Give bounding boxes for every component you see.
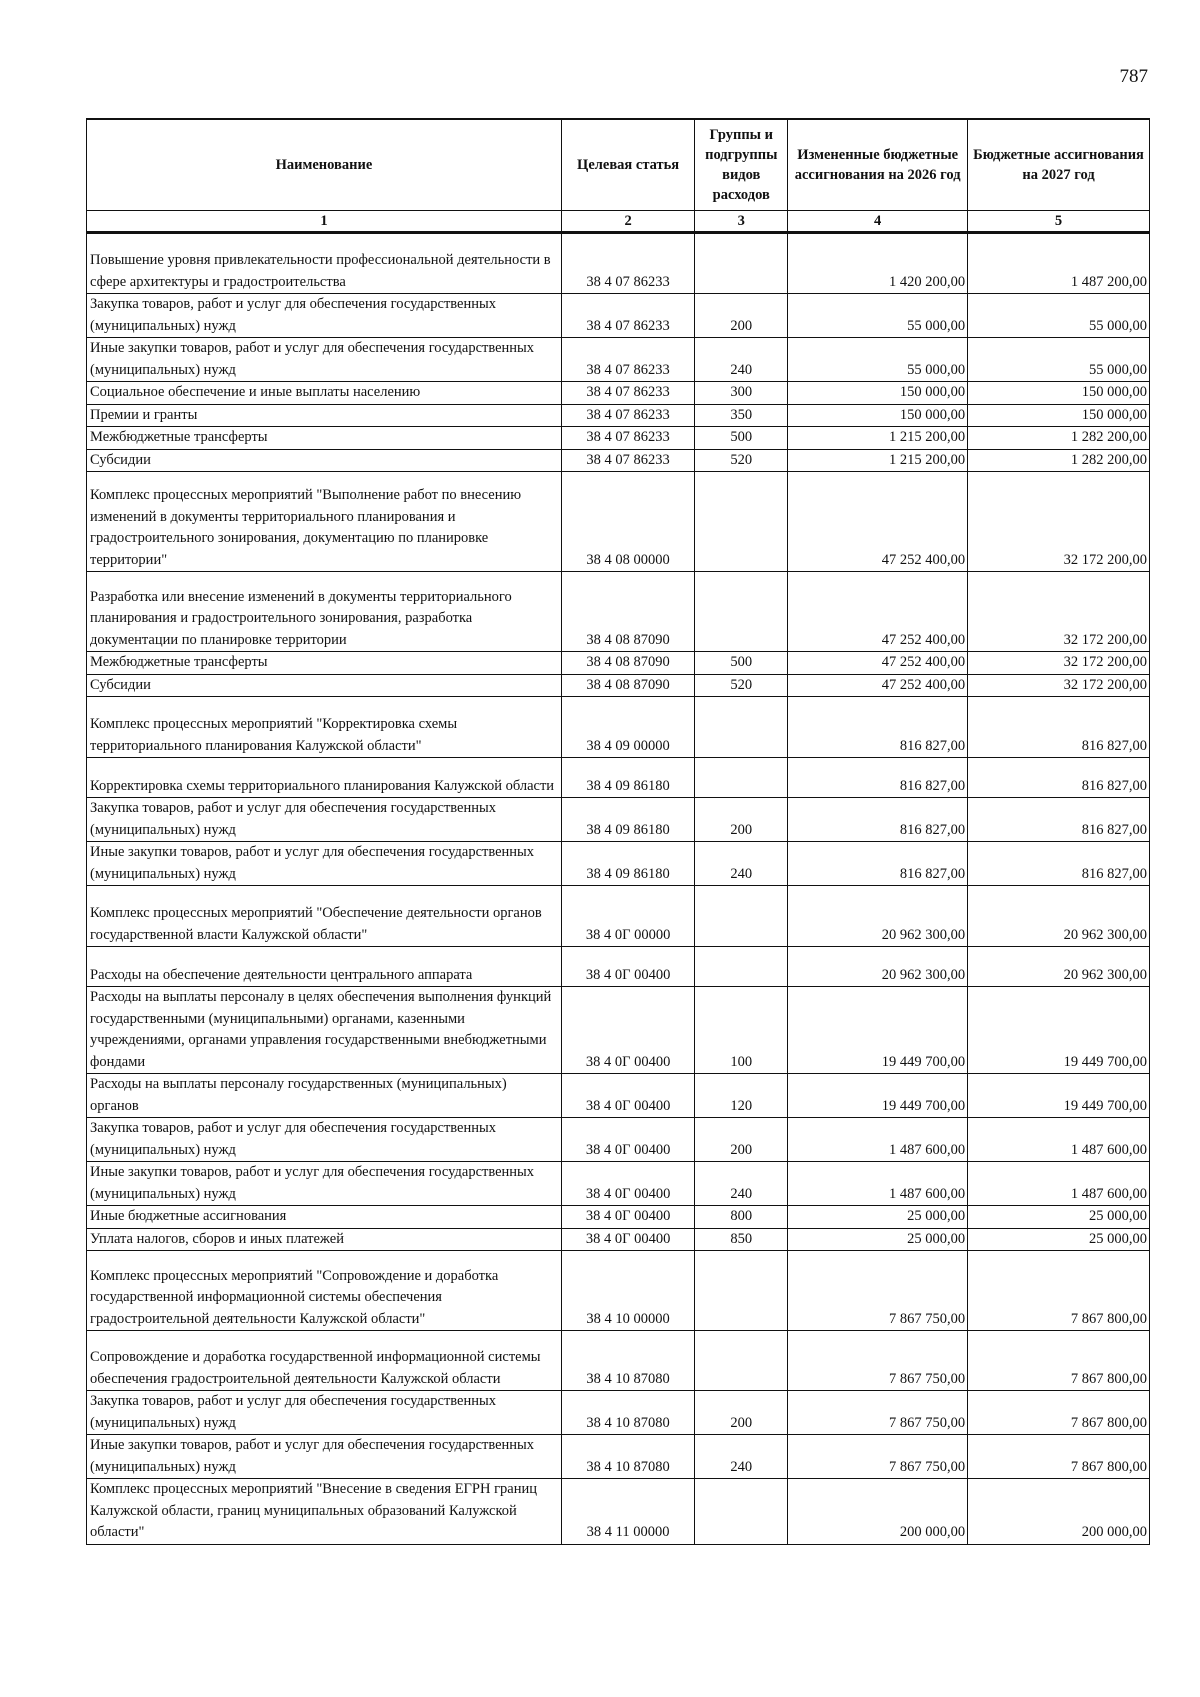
row-name-cell: Закупка товаров, работ и услуг для обеспечения государственных (муниципальных) нужд bbox=[87, 1118, 562, 1162]
row-2027-cell: 19 449 700,00 bbox=[968, 1074, 1150, 1118]
row-code-cell: 38 4 10 87080 bbox=[561, 1435, 694, 1479]
row-2027-cell: 150 000,00 bbox=[968, 382, 1150, 405]
row-name-cell: Иные закупки товаров, работ и услуг для обеспечения государственных (муниципальных) нужд bbox=[87, 1162, 562, 1206]
row-name-cell: Комплекс процессных мероприятий "Выполнение работ по внесению изменений в документы территориального планирования и градостроительного зонирования, документацию по планировке территории" bbox=[87, 472, 562, 572]
table-row bbox=[87, 338, 1150, 382]
table-row bbox=[87, 758, 1150, 798]
table-row bbox=[87, 1162, 1150, 1206]
row-code-cell: 38 4 07 86233 bbox=[561, 233, 694, 294]
row-group-cell bbox=[695, 572, 788, 652]
row-code-cell: 38 4 11 00000 bbox=[561, 1479, 694, 1545]
column-number: 1 bbox=[87, 211, 562, 233]
row-2027-cell: 816 827,00 bbox=[968, 758, 1150, 798]
row-group-cell bbox=[695, 947, 788, 987]
row-2027-cell: 20 962 300,00 bbox=[968, 886, 1150, 947]
header-expense-groups: Группы и подгруппы видов расходов bbox=[695, 119, 788, 211]
row-group-cell bbox=[695, 886, 788, 947]
column-number: 3 bbox=[695, 211, 788, 233]
table-header-row bbox=[87, 119, 1150, 211]
table-row bbox=[87, 294, 1150, 338]
row-2027-cell: 1 487 600,00 bbox=[968, 1162, 1150, 1206]
row-name-cell: Сопровождение и доработка государственной информационной системы обеспечения градостроительной деятельности Калужской области bbox=[87, 1331, 562, 1391]
row-2027-cell: 1 487 200,00 bbox=[968, 233, 1150, 294]
row-group-cell: 520 bbox=[695, 449, 788, 472]
table-row bbox=[87, 798, 1150, 842]
header-budget-2027: Бюджетные ассигнования на 2027 год bbox=[968, 119, 1150, 211]
row-name-cell: Закупка товаров, работ и услуг для обеспечения государственных (муниципальных) нужд bbox=[87, 798, 562, 842]
row-code-cell: 38 4 10 87080 bbox=[561, 1331, 694, 1391]
row-name-cell: Межбюджетные трансферты bbox=[87, 427, 562, 450]
table-row bbox=[87, 427, 1150, 450]
row-2026-cell: 47 252 400,00 bbox=[788, 652, 968, 675]
row-group-cell bbox=[695, 1251, 788, 1331]
row-group-cell: 520 bbox=[695, 674, 788, 697]
row-2027-cell: 20 962 300,00 bbox=[968, 947, 1150, 987]
row-name-cell: Комплекс процессных мероприятий "Корректировка схемы территориального планирования Калужской области" bbox=[87, 697, 562, 758]
row-group-cell bbox=[695, 233, 788, 294]
row-group-cell: 120 bbox=[695, 1074, 788, 1118]
row-code-cell: 38 4 08 87090 bbox=[561, 652, 694, 675]
row-group-cell: 500 bbox=[695, 427, 788, 450]
table-row bbox=[87, 697, 1150, 758]
table-row bbox=[87, 674, 1150, 697]
table-row bbox=[87, 1331, 1150, 1391]
row-group-cell: 240 bbox=[695, 1435, 788, 1479]
row-code-cell: 38 4 09 00000 bbox=[561, 697, 694, 758]
row-2027-cell: 1 487 600,00 bbox=[968, 1118, 1150, 1162]
row-2027-cell: 55 000,00 bbox=[968, 294, 1150, 338]
row-2027-cell: 55 000,00 bbox=[968, 338, 1150, 382]
row-name-cell: Разработка или внесение изменений в документы территориального планирования и градостроительного зонирования, разработка документации по планировке территории bbox=[87, 572, 562, 652]
row-2026-cell: 47 252 400,00 bbox=[788, 572, 968, 652]
row-code-cell: 38 4 0Г 00400 bbox=[561, 1162, 694, 1206]
row-group-cell: 200 bbox=[695, 1118, 788, 1162]
table-row bbox=[87, 1118, 1150, 1162]
table-row bbox=[87, 1435, 1150, 1479]
row-group-cell: 200 bbox=[695, 798, 788, 842]
row-2026-cell: 1 215 200,00 bbox=[788, 427, 968, 450]
header-name: Наименование bbox=[87, 119, 562, 211]
row-2027-cell: 32 172 200,00 bbox=[968, 472, 1150, 572]
row-code-cell: 38 4 08 00000 bbox=[561, 472, 694, 572]
table-row bbox=[87, 1251, 1150, 1331]
row-name-cell: Иные закупки товаров, работ и услуг для обеспечения государственных (муниципальных) нужд bbox=[87, 338, 562, 382]
row-2027-cell: 7 867 800,00 bbox=[968, 1435, 1150, 1479]
row-2026-cell: 20 962 300,00 bbox=[788, 886, 968, 947]
row-2027-cell: 32 172 200,00 bbox=[968, 674, 1150, 697]
header-target-article: Целевая статья bbox=[561, 119, 694, 211]
row-name-cell: Иные бюджетные ассигнования bbox=[87, 1206, 562, 1229]
row-name-cell: Комплекс процессных мероприятий "Сопровождение и доработка государственной информационной системы обеспечения градостроительной деятельности Калужской области" bbox=[87, 1251, 562, 1331]
row-code-cell: 38 4 09 86180 bbox=[561, 842, 694, 886]
row-group-cell bbox=[695, 758, 788, 798]
table-row bbox=[87, 449, 1150, 472]
row-name-cell: Субсидии bbox=[87, 449, 562, 472]
row-group-cell: 240 bbox=[695, 1162, 788, 1206]
row-name-cell: Межбюджетные трансферты bbox=[87, 652, 562, 675]
row-name-cell: Комплекс процессных мероприятий "Внесение в сведения ЕГРН границ Калужской области, границ муниципальных образований Калужской области" bbox=[87, 1479, 562, 1545]
row-group-cell: 200 bbox=[695, 1391, 788, 1435]
table-row bbox=[87, 572, 1150, 652]
row-group-cell bbox=[695, 472, 788, 572]
row-2027-cell: 32 172 200,00 bbox=[968, 652, 1150, 675]
row-name-cell: Расходы на выплаты персоналу государственных (муниципальных) органов bbox=[87, 1074, 562, 1118]
row-2026-cell: 1 420 200,00 bbox=[788, 233, 968, 294]
row-2026-cell: 816 827,00 bbox=[788, 798, 968, 842]
row-2026-cell: 1 487 600,00 bbox=[788, 1118, 968, 1162]
row-code-cell: 38 4 10 87080 bbox=[561, 1391, 694, 1435]
row-2027-cell: 1 282 200,00 bbox=[968, 449, 1150, 472]
row-code-cell: 38 4 07 86233 bbox=[561, 338, 694, 382]
row-2026-cell: 25 000,00 bbox=[788, 1206, 968, 1229]
row-2026-cell: 25 000,00 bbox=[788, 1228, 968, 1251]
row-2027-cell: 150 000,00 bbox=[968, 404, 1150, 427]
row-2026-cell: 7 867 750,00 bbox=[788, 1435, 968, 1479]
table-row bbox=[87, 404, 1150, 427]
row-2026-cell: 150 000,00 bbox=[788, 382, 968, 405]
row-2026-cell: 816 827,00 bbox=[788, 758, 968, 798]
row-name-cell: Комплекс процессных мероприятий "Обеспечение деятельности органов государственной власти Калужской области" bbox=[87, 886, 562, 947]
row-2026-cell: 47 252 400,00 bbox=[788, 674, 968, 697]
table-row bbox=[87, 1228, 1150, 1251]
row-name-cell: Социальное обеспечение и иные выплаты населению bbox=[87, 382, 562, 405]
row-name-cell: Премии и гранты bbox=[87, 404, 562, 427]
table-row bbox=[87, 1074, 1150, 1118]
row-2027-cell: 1 282 200,00 bbox=[968, 427, 1150, 450]
row-name-cell: Иные закупки товаров, работ и услуг для обеспечения государственных (муниципальных) нужд bbox=[87, 842, 562, 886]
row-group-cell: 200 bbox=[695, 294, 788, 338]
row-code-cell: 38 4 0Г 00400 bbox=[561, 1206, 694, 1229]
table-row bbox=[87, 886, 1150, 947]
row-2027-cell: 816 827,00 bbox=[968, 697, 1150, 758]
row-code-cell: 38 4 0Г 00400 bbox=[561, 987, 694, 1074]
row-2026-cell: 7 867 750,00 bbox=[788, 1251, 968, 1331]
row-code-cell: 38 4 07 86233 bbox=[561, 382, 694, 405]
row-code-cell: 38 4 0Г 00400 bbox=[561, 1118, 694, 1162]
row-name-cell: Уплата налогов, сборов и иных платежей bbox=[87, 1228, 562, 1251]
table-row bbox=[87, 1479, 1150, 1545]
row-2026-cell: 7 867 750,00 bbox=[788, 1391, 968, 1435]
row-2026-cell: 7 867 750,00 bbox=[788, 1331, 968, 1391]
table-row bbox=[87, 472, 1150, 572]
row-code-cell: 38 4 08 87090 bbox=[561, 674, 694, 697]
row-2026-cell: 1 215 200,00 bbox=[788, 449, 968, 472]
row-name-cell: Повышение уровня привлекательности профессиональной деятельности в сфере архитектуры и градостроительства bbox=[87, 233, 562, 294]
column-number: 5 bbox=[968, 211, 1150, 233]
row-code-cell: 38 4 08 87090 bbox=[561, 572, 694, 652]
table-row bbox=[87, 842, 1150, 886]
row-code-cell: 38 4 07 86233 bbox=[561, 427, 694, 450]
page-number: 787 bbox=[1119, 66, 1148, 87]
table-row bbox=[87, 233, 1150, 294]
row-2026-cell: 19 449 700,00 bbox=[788, 987, 968, 1074]
row-name-cell: Закупка товаров, работ и услуг для обеспечения государственных (муниципальных) нужд bbox=[87, 1391, 562, 1435]
row-2026-cell: 816 827,00 bbox=[788, 842, 968, 886]
row-group-cell: 500 bbox=[695, 652, 788, 675]
row-2026-cell: 19 449 700,00 bbox=[788, 1074, 968, 1118]
row-code-cell: 38 4 07 86233 bbox=[561, 404, 694, 427]
row-code-cell: 38 4 0Г 00400 bbox=[561, 1228, 694, 1251]
table-body bbox=[87, 233, 1150, 1545]
row-name-cell: Расходы на выплаты персоналу в целях обеспечения выполнения функций государственными (муниципальными) органами, казенными учреждениями, органами управления государственными внебюджетными фондами bbox=[87, 987, 562, 1074]
column-number: 4 bbox=[788, 211, 968, 233]
row-group-cell bbox=[695, 697, 788, 758]
row-group-cell: 240 bbox=[695, 338, 788, 382]
row-2027-cell: 25 000,00 bbox=[968, 1228, 1150, 1251]
row-group-cell bbox=[695, 1331, 788, 1391]
row-group-cell bbox=[695, 1479, 788, 1545]
table-row bbox=[87, 1391, 1150, 1435]
table-row bbox=[87, 652, 1150, 675]
row-2026-cell: 150 000,00 bbox=[788, 404, 968, 427]
row-2027-cell: 19 449 700,00 bbox=[968, 987, 1150, 1074]
header-changed-2026: Измененные бюджетные ассигнования на 2026 год bbox=[788, 119, 968, 211]
column-number-row bbox=[87, 211, 1150, 233]
row-2026-cell: 47 252 400,00 bbox=[788, 472, 968, 572]
row-2026-cell: 816 827,00 bbox=[788, 697, 968, 758]
row-code-cell: 38 4 0Г 00400 bbox=[561, 1074, 694, 1118]
row-2027-cell: 25 000,00 bbox=[968, 1206, 1150, 1229]
row-2027-cell: 32 172 200,00 bbox=[968, 572, 1150, 652]
table-row bbox=[87, 382, 1150, 405]
row-name-cell: Расходы на обеспечение деятельности центрального аппарата bbox=[87, 947, 562, 987]
row-group-cell: 800 bbox=[695, 1206, 788, 1229]
budget-table bbox=[86, 118, 1150, 1545]
row-2026-cell: 55 000,00 bbox=[788, 338, 968, 382]
table-row bbox=[87, 947, 1150, 987]
row-2027-cell: 7 867 800,00 bbox=[968, 1331, 1150, 1391]
row-2026-cell: 1 487 600,00 bbox=[788, 1162, 968, 1206]
row-2027-cell: 816 827,00 bbox=[968, 842, 1150, 886]
row-group-cell: 350 bbox=[695, 404, 788, 427]
row-name-cell: Субсидии bbox=[87, 674, 562, 697]
row-group-cell: 850 bbox=[695, 1228, 788, 1251]
row-2026-cell: 200 000,00 bbox=[788, 1479, 968, 1545]
row-code-cell: 38 4 07 86233 bbox=[561, 294, 694, 338]
row-2027-cell: 7 867 800,00 bbox=[968, 1391, 1150, 1435]
row-group-cell: 300 bbox=[695, 382, 788, 405]
row-group-cell: 100 bbox=[695, 987, 788, 1074]
row-code-cell: 38 4 0Г 00400 bbox=[561, 947, 694, 987]
row-code-cell: 38 4 09 86180 bbox=[561, 758, 694, 798]
row-code-cell: 38 4 0Г 00000 bbox=[561, 886, 694, 947]
row-2026-cell: 20 962 300,00 bbox=[788, 947, 968, 987]
row-2026-cell: 55 000,00 bbox=[788, 294, 968, 338]
row-2027-cell: 7 867 800,00 bbox=[968, 1251, 1150, 1331]
row-name-cell: Закупка товаров, работ и услуг для обеспечения государственных (муниципальных) нужд bbox=[87, 294, 562, 338]
row-code-cell: 38 4 09 86180 bbox=[561, 798, 694, 842]
row-code-cell: 38 4 07 86233 bbox=[561, 449, 694, 472]
table-row bbox=[87, 987, 1150, 1074]
table-row bbox=[87, 1206, 1150, 1229]
row-name-cell: Корректировка схемы территориального планирования Калужской области bbox=[87, 758, 562, 798]
row-2027-cell: 200 000,00 bbox=[968, 1479, 1150, 1545]
row-2027-cell: 816 827,00 bbox=[968, 798, 1150, 842]
row-code-cell: 38 4 10 00000 bbox=[561, 1251, 694, 1331]
column-number: 2 bbox=[561, 211, 694, 233]
row-name-cell: Иные закупки товаров, работ и услуг для обеспечения государственных (муниципальных) нужд bbox=[87, 1435, 562, 1479]
row-group-cell: 240 bbox=[695, 842, 788, 886]
